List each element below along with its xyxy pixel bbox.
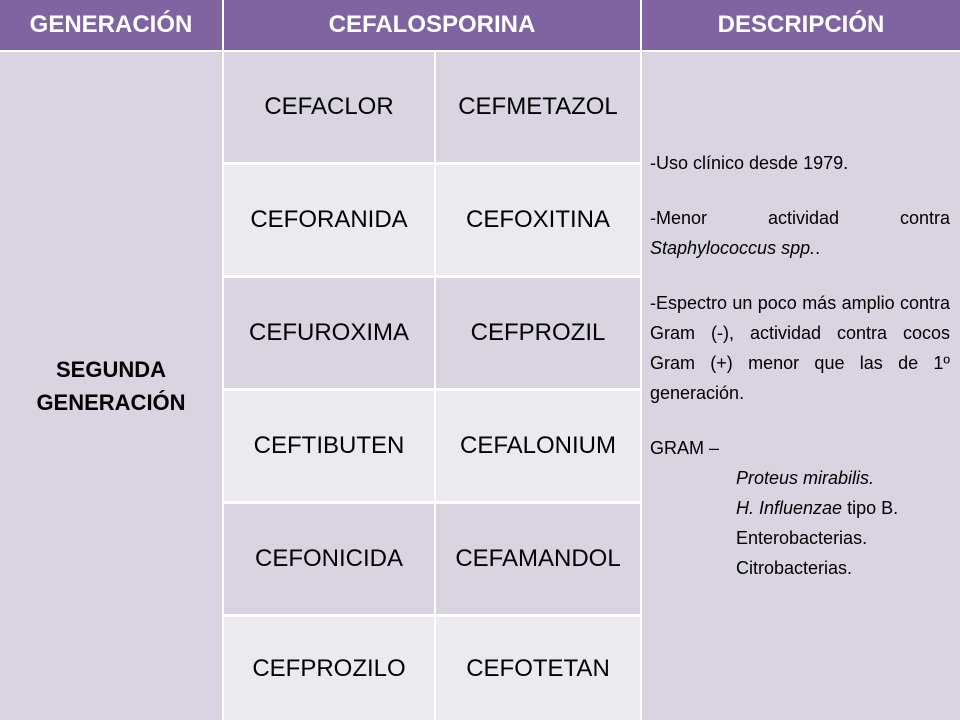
- description-clinical-use: -Uso clínico desde 1979.: [650, 153, 849, 173]
- drug-cell: CEFPROZILO: [224, 617, 434, 720]
- drug-cell: CEFORANIDA: [224, 165, 434, 275]
- generation-label-line2: GENERACIÓN: [36, 390, 186, 415]
- gram-negative-heading: GRAM –: [650, 438, 720, 458]
- generation-cell: [0, 52, 222, 720]
- header-cephalosporin: CEFALOSPORINA: [224, 0, 640, 50]
- header-generation: GENERACIÓN: [0, 0, 222, 50]
- table-header: [0, 0, 960, 50]
- table-body: [0, 52, 960, 720]
- drug-cell: CEFTIBUTEN: [224, 391, 434, 501]
- drug-cell: CEFMETAZOL: [436, 52, 640, 162]
- column-divider: [434, 52, 436, 720]
- drug-cell: CEFONICIDA: [224, 504, 434, 614]
- drug-cell: CEFAMANDOL: [436, 504, 640, 614]
- drug-cell: CEFOXITINA: [436, 165, 640, 275]
- gram-item-haemophilus: H. Influenzae tipo B.: [736, 498, 899, 518]
- drug-cell: CEFOTETAN: [436, 617, 640, 720]
- generation-label-line1: SEGUNDA: [55, 357, 166, 382]
- drug-cell: CEFACLOR: [224, 52, 434, 162]
- header-description: DESCRIPCIÓN: [642, 0, 960, 50]
- drug-cell: CEFUROXIMA: [224, 278, 434, 388]
- gram-item-enterobacterias: Enterobacterias.: [736, 528, 868, 548]
- description-staph-activity: -Menor actividad contra Staphylococcus spp..: [650, 208, 950, 258]
- gram-item-proteus: Proteus mirabilis.: [736, 468, 875, 488]
- gram-item-citrobacterias: Citrobacterias.: [736, 558, 853, 578]
- drug-cell: CEFPROZIL: [436, 278, 640, 388]
- description-cell: [642, 52, 960, 720]
- drug-cell: CEFALONIUM: [436, 391, 640, 501]
- description-spectrum: -Espectro un poco más amplio contra Gram (-), actividad contra cocos Gram (+) menor que las de 1º generación.: [650, 293, 950, 403]
